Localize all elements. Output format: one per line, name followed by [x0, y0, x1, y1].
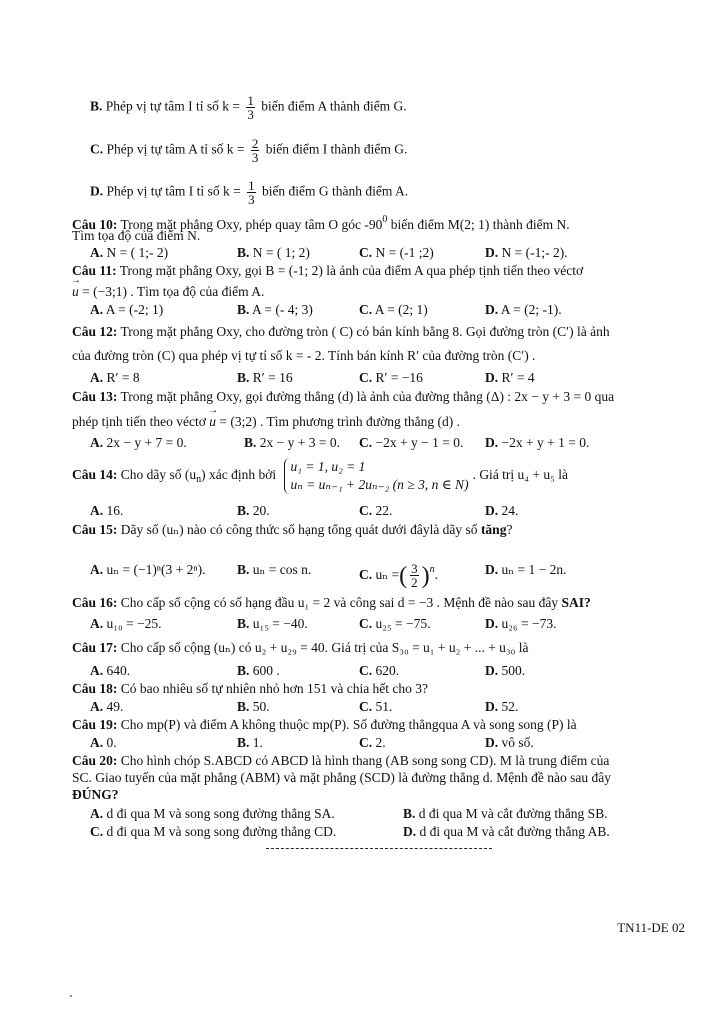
option-letter: C. [359, 302, 373, 317]
option-c: C. u₂₅ = −75. [359, 616, 431, 631]
question-text: phép tịnh tiến theo véctơ → u = (3;2) . Tìm phương trình đường thẳng (d) . [72, 414, 685, 430]
option-d: D. −2x + y + 1 = 0. [485, 435, 590, 450]
question-17: Câu 17: Cho cấp số cộng (uₙ) có u₂ + u₂₉ = 40. Giá trị của S₃₀ = u₁ + u₂ + ... + u₃₀ là [72, 640, 529, 655]
option-d: D. 24. [485, 503, 519, 518]
question-text: → u = (−3;1) . Tìm tọa độ của điểm A. [72, 284, 685, 300]
equation-system: u₁ = 1, u₂ = 1 uₙ = uₙ₋₁ + 2uₙ₋₂ (n ≥ 3, n ∈ N) [284, 458, 469, 494]
question-emphasis: ĐÚNG? [72, 787, 119, 802]
option-letter: C. [90, 824, 104, 839]
option-letter: C. [359, 616, 373, 631]
option-letter: C. [359, 735, 373, 750]
option-b: B. N = ( 1; 2) [237, 245, 310, 260]
fraction: $\frac{1}{3}$ [248, 178, 255, 207]
option-letter: A. [90, 435, 104, 450]
option-d: D. N = (-1;- 2). [485, 245, 568, 260]
option-a: A. uₙ = (−1)ⁿ(3 + 2ⁿ). [90, 562, 206, 577]
option-line: B. Phép vị tự tâm I tỉ số k = $\frac{1}{3}$ biến điểm A thành điểm G. [90, 93, 407, 122]
option-line: C. Phép vị tự tâm A tỉ số k = $\frac{2}{3}$ biến điểm I thành điểm G. [90, 136, 408, 165]
fraction: $\frac{2}{3}$ [251, 136, 259, 165]
option-b: B. u₁₅ = −40. [237, 616, 308, 631]
option-a: A. N = ( 1;- 2) [90, 245, 169, 260]
option-letter: D. [485, 562, 499, 577]
option-letter: A. [90, 503, 104, 518]
end-divider [266, 848, 492, 849]
option-a: A. 49. [90, 699, 124, 714]
fraction: $\frac{1}{3}$ [247, 93, 254, 122]
question-text: Tìm tọa độ của điểm N. [72, 228, 201, 243]
question-13: Câu 13: Trong mặt phẳng Oxy, gọi đường thẳng (d) là ảnh của đường thẳng (Δ) : 2x − y + 3 = 0 qua [72, 389, 615, 404]
option-b: B. 50. [237, 699, 270, 714]
option-letter: B. [237, 245, 250, 260]
option-c: C. N = (-1 ;2) [359, 245, 434, 260]
option-c: C. −2x + y − 1 = 0. [359, 435, 464, 450]
option-c: C. 51. [359, 699, 393, 714]
option-letter: C. [359, 370, 373, 385]
option-b: B. 20. [237, 503, 270, 518]
option-letter: D. [403, 824, 417, 839]
option-d: D. d đi qua M và cắt đường thẳng AB. [403, 824, 610, 839]
option-d: D. 52. [485, 699, 519, 714]
question-12: Câu 12: Trong mặt phẳng Oxy, cho đường tròn ( C) có bán kính bằng 8. Gọi đường tròn (C′) là ảnh [72, 324, 610, 339]
option-letter: D. [485, 616, 499, 631]
option-letter: B. [237, 616, 250, 631]
option-c: C. 620. [359, 663, 400, 678]
option-letter: B. [237, 503, 250, 518]
option-letter: A. [90, 302, 104, 317]
option-c: C. 22. [359, 503, 393, 518]
option-c: C. 2. [359, 735, 386, 750]
option-b: B. R′ = 16 [237, 370, 293, 385]
option-c: C. uₙ =( $\frac{3}{2}$ )$^n$. [359, 561, 438, 591]
option-letter: C. [359, 699, 373, 714]
question-15: Câu 15: Dãy số (uₙ) nào có công thức số hạng tổng quát dưới đâylà dãy số tăng? [72, 522, 513, 537]
option-d: D. 500. [485, 663, 526, 678]
option-d: D. A = (2; -1). [485, 302, 562, 317]
option-letter: B. [244, 435, 257, 450]
question-text: của đường tròn (C) qua phép vị tự tỉ số k = - 2. Tính bán kính R′ của đường tròn (C′) . [72, 348, 536, 363]
option-letter: C. [359, 663, 373, 678]
question-10: Câu 10: Trong mặt phẳng Oxy, phép quay tâm O góc $-90^0$ biến điểm M(2; 1) thành điểm N. [72, 214, 570, 232]
option-line: D. Phép vị tự tâm I tỉ số k = $\frac{1}{3}$ biến điểm G thành điểm A. [90, 178, 409, 207]
option-d: D. vô số. [485, 735, 534, 750]
option-letter: B. [237, 370, 250, 385]
scan-speck [70, 995, 72, 997]
option-letter: D. [485, 302, 499, 317]
option-a: A. 0. [90, 735, 117, 750]
option-letter: A. [90, 735, 104, 750]
question-19: Câu 19: Cho mp(P) và điểm A không thuộc mp(P). Số đường thẳngqua A và song song (P) là [72, 717, 577, 732]
option-letter: B. [237, 562, 250, 577]
option-letter: D. [485, 663, 499, 678]
option-a: A. d đi qua M và song song đường thẳng SA. [90, 806, 335, 821]
question-20: Câu 20: Cho hình chóp S.ABCD có ABCD là hình thang (AB song song CD). M là trung điểm của [72, 753, 610, 768]
question-11: Câu 11: Trong mặt phẳng Oxy, gọi B = (-1; 2) là ảnh của điểm A qua phép tịnh tiến theo véctơ [72, 263, 584, 278]
option-b: B. 2x − y + 3 = 0. [244, 435, 340, 450]
option-letter: C. [359, 435, 373, 450]
option-letter: B. [237, 699, 250, 714]
question-16: Câu 16: Cho cấp số cộng có số hạng đầu u₁ = 2 và công sai d = −3 . Mệnh đề nào sau đây SAI? [72, 595, 591, 610]
option-letter: D. [485, 370, 499, 385]
option-a: A. A = (-2; 1) [90, 302, 164, 317]
option-letter: B. [237, 302, 250, 317]
option-letter: A. [90, 699, 104, 714]
option-letter: D. [485, 503, 499, 518]
option-a: A. u₁₀ = −25. [90, 616, 162, 631]
option-b: B. 1. [237, 735, 263, 750]
option-letter: A. [90, 663, 104, 678]
option-letter: B. [237, 735, 250, 750]
option-letter: C. [359, 567, 373, 582]
page-footer-code: TN11-DE 02 [617, 920, 685, 935]
option-d: D. uₙ = 1 − 2n. [485, 562, 567, 577]
option-a: A. 640. [90, 663, 131, 678]
option-letter: B. [237, 663, 250, 678]
option-b: B. uₙ = cos n. [237, 562, 312, 577]
option-letter: A. [90, 616, 104, 631]
question-18: Câu 18: Có bao nhiêu số tự nhiên nhỏ hơn 151 và chia hết cho 3? [72, 681, 429, 696]
option-letter: D. [485, 735, 499, 750]
option-letter: D. [485, 699, 499, 714]
option-letter: A. [90, 245, 104, 260]
option-a: A. 2x − y + 7 = 0. [90, 435, 187, 450]
question-text: SC. Giao tuyến của mặt phẳng (ABM) và mặt phẳng (SCD) là đường thẳng d. Mệnh đề nào sau đây [72, 770, 611, 785]
option-c: C. A = (2; 1) [359, 302, 428, 317]
fraction: $\frac{3}{2}$ [411, 561, 418, 591]
option-a: A. 16. [90, 503, 124, 518]
option-letter: C. [359, 503, 373, 518]
option-d: D. u₂₆ = −73. [485, 616, 557, 631]
option-letter: D. [485, 245, 499, 260]
option-letter: C. [359, 245, 373, 260]
option-letter: A. [90, 806, 104, 821]
question-14: Câu 14: Cho dãy số $(u_n)$ xác định bởi u₁ = 1, u₂ = 1 uₙ = uₙ₋₁ + 2uₙ₋₂ (n ≥ 3, n ∈ N) . Giá trị u₄ + u₅ là [72, 459, 568, 492]
option-c: C. d đi qua M và song song đường thẳng CD. [90, 824, 337, 839]
option-letter: A. [90, 370, 104, 385]
option-letter: D. [485, 435, 499, 450]
option-letter: A. [90, 562, 104, 577]
option-b: B. A = (- 4; 3) [237, 302, 313, 317]
option-c: C. R′ = −16 [359, 370, 423, 385]
option-d: D. R′ = 4 [485, 370, 535, 385]
option-b: B. 600 . [237, 663, 280, 678]
option-a: A. R′ = 8 [90, 370, 140, 385]
option-b: B. d đi qua M và cắt đường thẳng SB. [403, 806, 608, 821]
option-letter: B. [403, 806, 416, 821]
